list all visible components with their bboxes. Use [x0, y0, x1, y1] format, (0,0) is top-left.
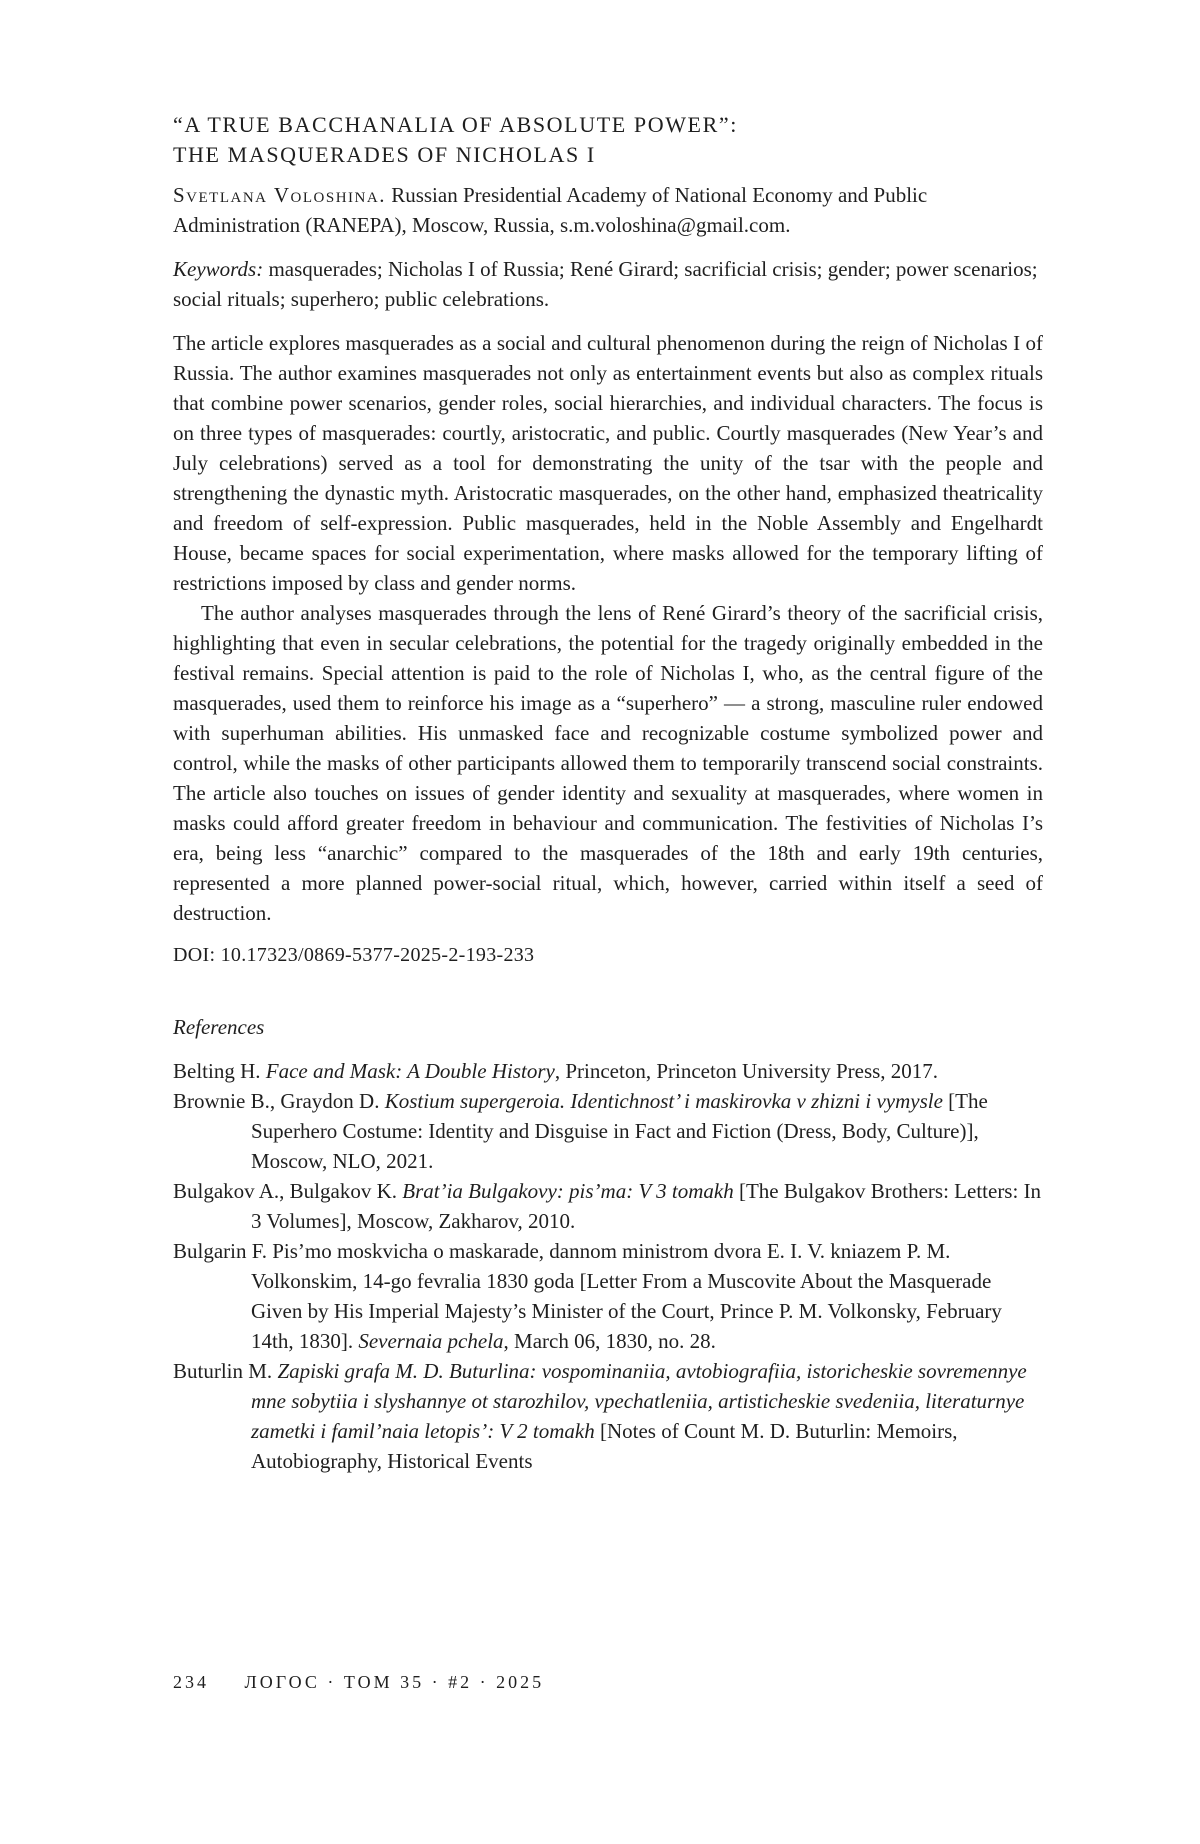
reference-author: Buturlin M. [173, 1359, 278, 1383]
author-name: Svetlana Voloshina. [173, 183, 386, 207]
article-title [173, 110, 1043, 170]
author-block [173, 180, 1043, 240]
page-footer [173, 1672, 544, 1693]
keywords-label: Keywords: [173, 257, 264, 281]
author-affiliation: Russian Presidential Academy of National Economy and Public Administration (RANEPA), Moscow, Russia, s.m.voloshina@gmail.com. [173, 183, 928, 237]
reference-title: Brat’ia Bulgakovy: pis’ma: V 3 tomakh [402, 1179, 734, 1203]
reference-title: Face and Mask: A Double History [265, 1059, 555, 1083]
abstract-paragraph-1: The article explores masquerades as a social and cultural phenomenon during the reign of Nicholas I of Russia. The author examines masquerades not only as entertainment events but also as complex rituals that combine power scenarios, gender roles, social hierarchies, and individual characters. The focus is on three types of masquerades: courtly, aristocratic, and public. Courtly masquerades (New Year’s and July celebrations) served as a tool for demonstrating the unity of the tsar with the people and strengthening the dynastic myth. Aristocratic masquerades, on the other hand, emphasized theatricality and freedom of self-expression. Public masquerades, held in the Noble Assembly and Engelhardt House, became spaces for social experimentation, where masks allowed for the temporary lifting of restrictions imposed by class and gender norms. [173, 331, 1043, 595]
reference-title: Severnaia pchela [358, 1329, 504, 1353]
reference-title: Zapiski grafa M. D. Buturlina: vospominaniia, avtobiografiia, istoricheskie sovremennye mne sobytiia i slyshannye ot starozhilov, vpechatleniia, artisticheskie svedeniia, literaturnye zametki i famil’naia letopis’: V 2 tomakh [251, 1359, 1027, 1443]
reference-author: Brownie B., Graydon D. [173, 1089, 385, 1113]
title-line-1: “A TRUE BACCHANALIA OF ABSOLUTE POWER”: [173, 112, 738, 137]
reference-details: [The Superhero Costume: Identity and Disguise in Fact and Fiction (Dress, Body, Culture)], Moscow, NLO, 2021. [251, 1089, 988, 1173]
reference-item [173, 1056, 1043, 1086]
reference-title: Kostium supergeroia. Identichnost’ i maskirovka v zhizni i vymysle [384, 1089, 943, 1113]
reference-details: , Princeton, Princeton University Press, 2017. [554, 1059, 939, 1083]
reference-item [173, 1356, 1043, 1476]
article-page [173, 110, 1043, 1476]
reference-author: Belting H. [173, 1059, 266, 1083]
reference-details: [Notes of Count M. D. Buturlin: Memoirs, Autobiography, Historical Events [251, 1419, 958, 1473]
keywords-block [173, 254, 1043, 314]
journal-running-head: ЛОГОС · ТОМ 35 · #2 · 2025 [244, 1672, 545, 1692]
reference-item [173, 1236, 1043, 1356]
title-line-2: THE MASQUERADES OF NICHOLAS I [173, 142, 596, 167]
reference-details: , March 06, 1830, no. 28. [503, 1329, 716, 1353]
references-list [173, 1056, 1043, 1476]
reference-item [173, 1176, 1043, 1236]
doi-line: DOI: 10.17323/0869-5377-2025-2-193-233 [173, 944, 535, 966]
reference-item [173, 1086, 1043, 1176]
reference-author: Bulgakov A., Bulgakov K. [173, 1179, 403, 1203]
abstract-paragraph-2: The author analyses masquerades through the lens of René Girard’s theory of the sacrificial crisis, highlighting that even in secular celebrations, the potential for the tragedy originally embedded in the festival remains. Special attention is paid to the role of Nicholas I, who, as the central figure of the masquerades, used them to reinforce his image as a “superhero” — a strong, masculine ruler endowed with superhuman abilities. His unmasked face and recognizable costume symbolized power and control, while the masks of other participants allowed them to temporarily transcend social constraints. The article also touches on issues of gender identity and sexuality at masquerades, where women in masks could afford greater freedom in behaviour and communication. The festivities of Nicholas I’s era, being less “anarchic” compared to the masquerades of the 18th and early 19th centuries, represented a more planned power-social ritual, which, however, carried within itself a seed of destruction. [173, 601, 1043, 925]
reference-author: Bulgarin F. Pis’mo moskvicha o maskarade, dannom ministrom dvora E. I. V. kniazem P. M. Volkonskim, 14-go fevralia 1830 goda [Letter From a Muscovite About the Masquerade Given by His Imperial Majesty’s Minister of the Court, Prince P. M. Volkonsky, February 14th, 1830]. [173, 1239, 1002, 1353]
reference-details: [The Bulgakov Brothers: Letters: In 3 Volumes], Moscow, Zakharov, 2010. [251, 1179, 1042, 1233]
page-number: 234 [173, 1672, 209, 1692]
references-heading: References [173, 1015, 265, 1039]
keywords-text: masquerades; Nicholas I of Russia; René Girard; sacrificial crisis; gender; power scenarios; social rituals; superhero; public celebrations. [173, 257, 1038, 311]
